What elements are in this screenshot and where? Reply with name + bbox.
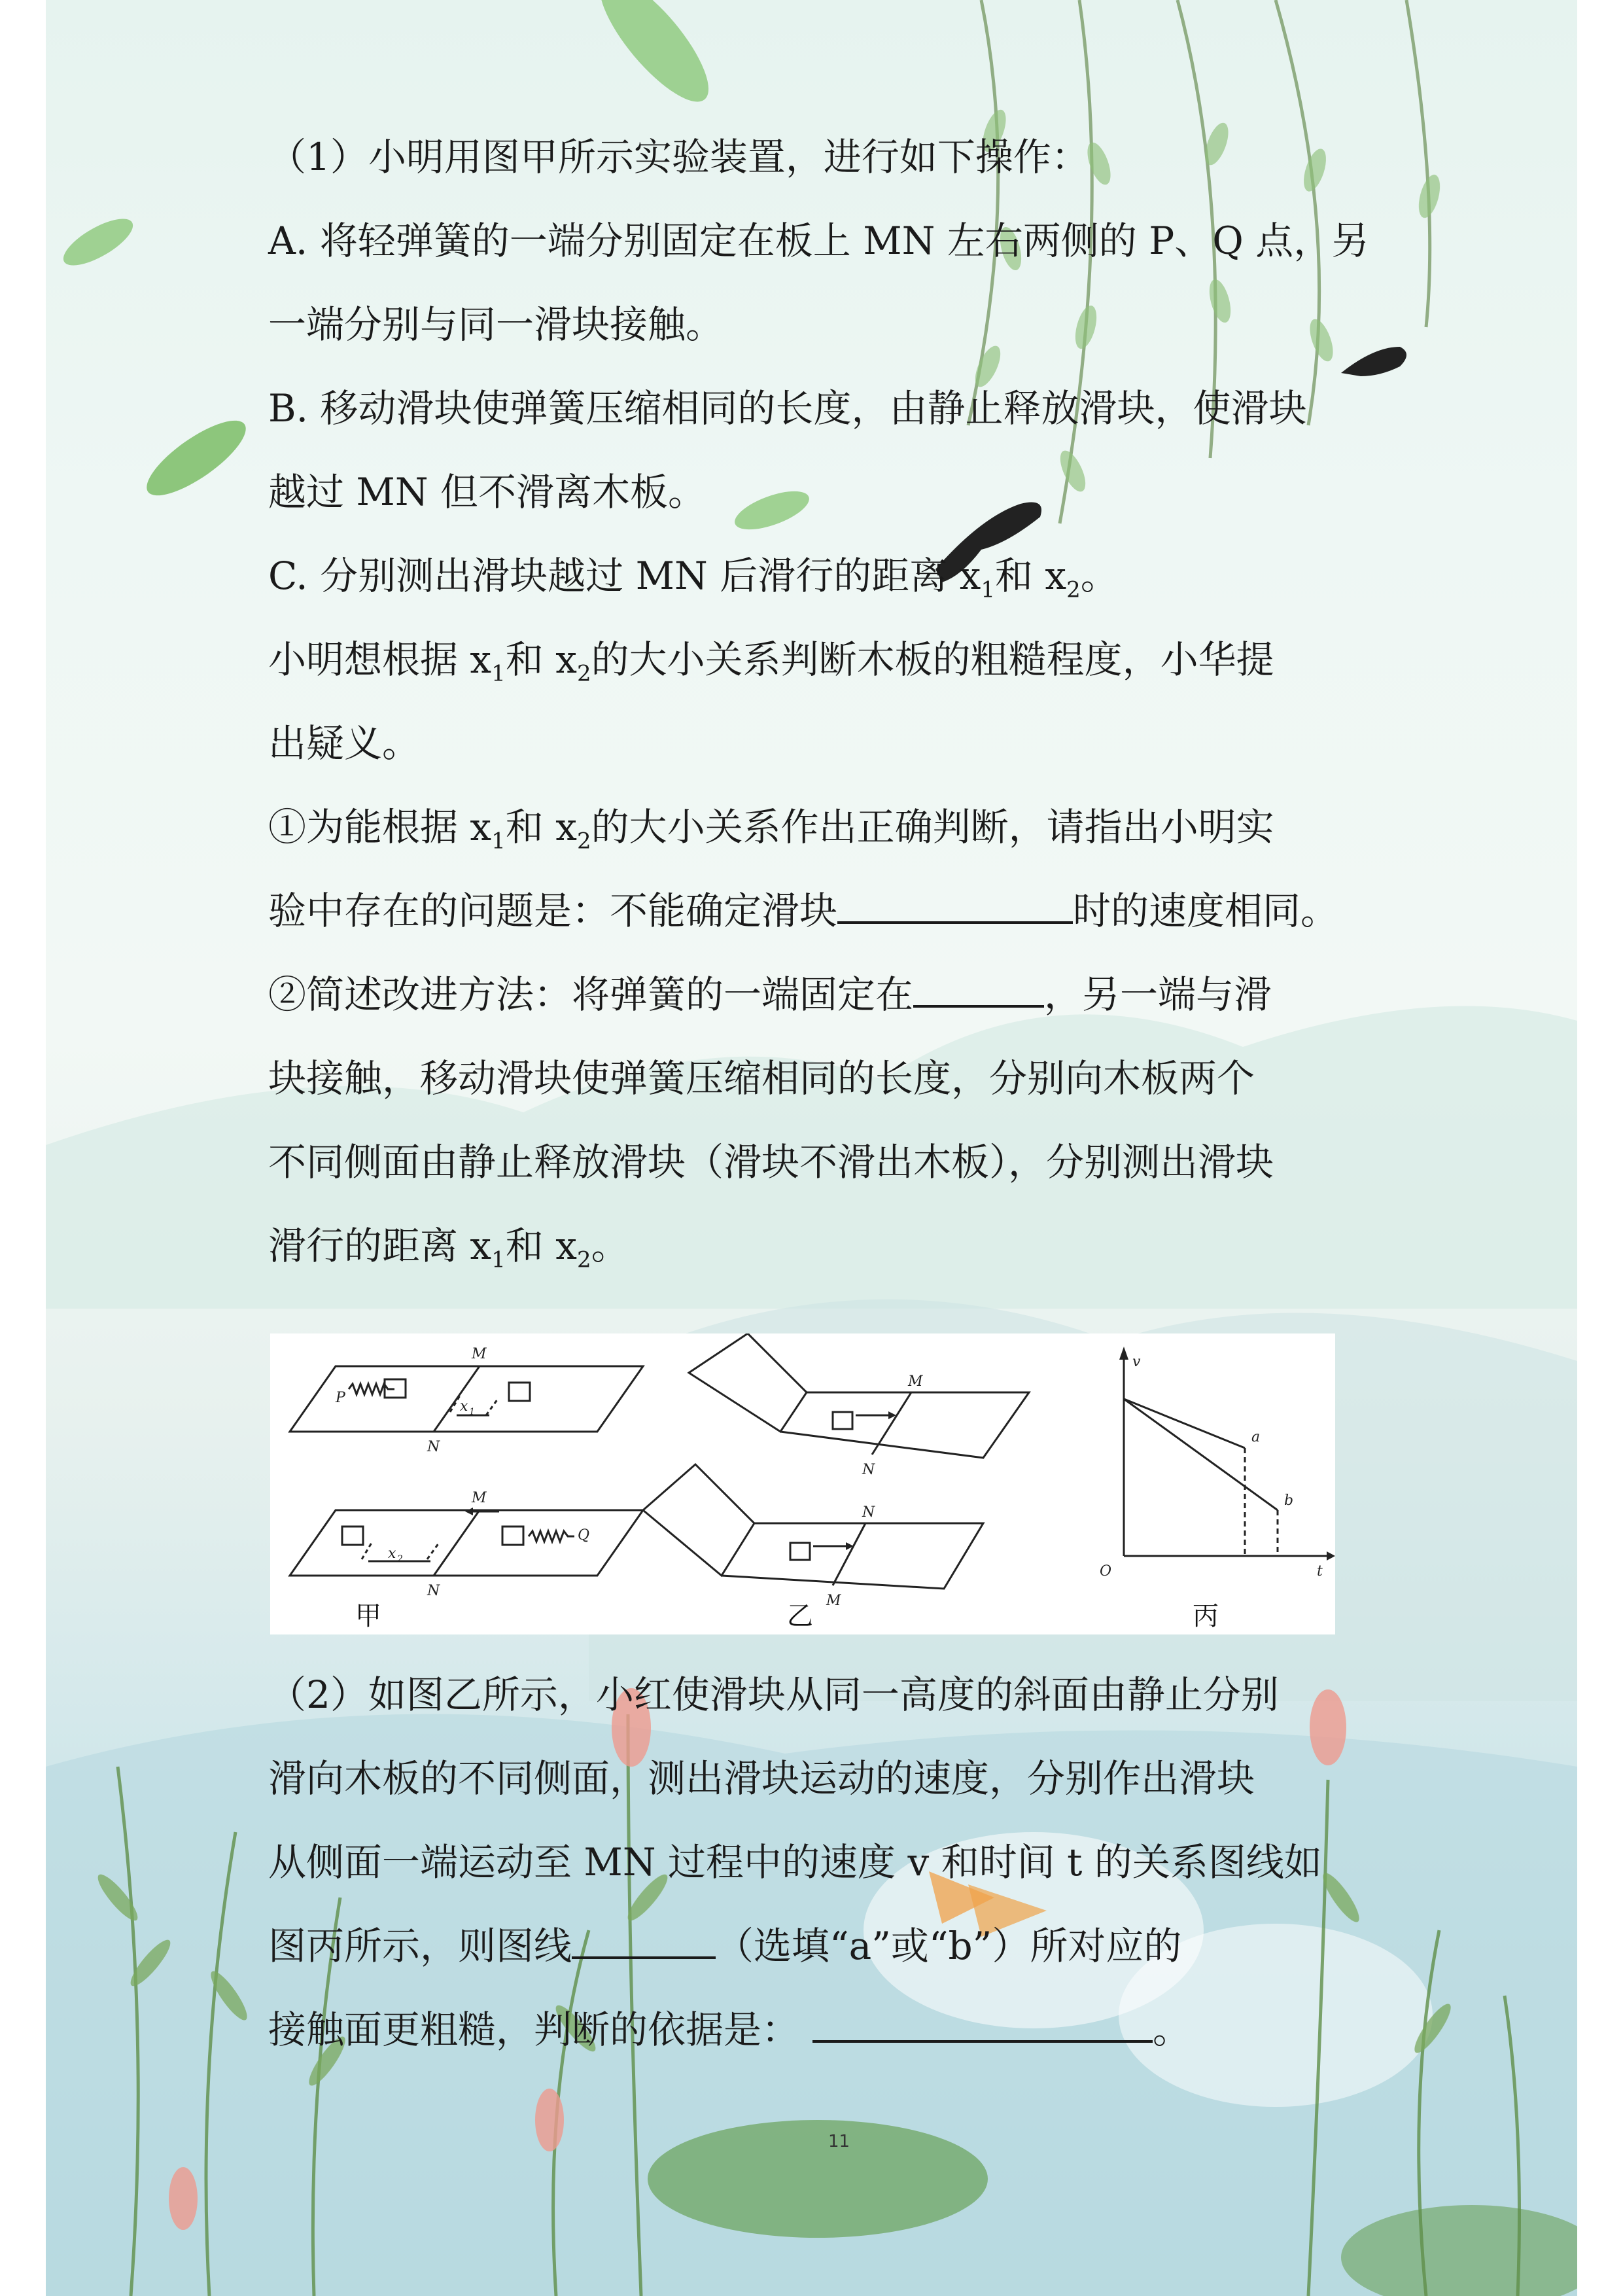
page-frame-left bbox=[0, 0, 46, 2296]
experiment-figure bbox=[270, 1333, 1335, 1634]
page-number: 11 bbox=[828, 2132, 850, 2151]
text-line: 块接触，移动滑块使弹簧压缩相同的长度，分别向木板两个 bbox=[268, 1056, 1255, 1101]
board-yi-bottom bbox=[722, 1523, 983, 1589]
text-line: 出疑义。 bbox=[268, 721, 421, 766]
graph-label-b: b bbox=[1284, 1492, 1294, 1509]
incline-yi-bottom bbox=[643, 1464, 754, 1576]
answer-blank[interactable] bbox=[837, 885, 1073, 924]
line-mn bbox=[434, 1366, 480, 1432]
dashed-marker bbox=[450, 1396, 460, 1412]
text-line: A. 将轻弹簧的一端分别固定在板上 MN 左右两侧的 P、Q 点，另 bbox=[268, 219, 1370, 263]
text-line: ①为能根据 $x_1$和 $x_2$的大小关系作出正确判断，请指出小明实 bbox=[268, 805, 1274, 855]
graph-label-o: O bbox=[1100, 1563, 1112, 1580]
line-mn bbox=[833, 1523, 865, 1585]
label-x1: x bbox=[460, 1398, 468, 1415]
label-m: M bbox=[472, 1490, 487, 1506]
label-n: N bbox=[427, 1583, 440, 1599]
slider-block bbox=[502, 1527, 523, 1545]
leaf-shape bbox=[730, 484, 814, 537]
page-frame-right bbox=[1577, 0, 1623, 2296]
flower-bud bbox=[1310, 1689, 1346, 1765]
text-line: 接触面更粗糙，判断的依据是： 。 bbox=[268, 2004, 1191, 2056]
label-m: M bbox=[908, 1373, 923, 1390]
label-m: M bbox=[472, 1346, 487, 1362]
graph-line-a bbox=[1124, 1399, 1245, 1448]
label-n: N bbox=[862, 1504, 875, 1521]
text-line: 滑向木板的不同侧面，测出滑块运动的速度，分别作出滑块 bbox=[268, 1756, 1255, 1801]
label-m: M bbox=[826, 1593, 841, 1609]
text-line: 越过 MN 但不滑离木板。 bbox=[268, 470, 707, 514]
leaf-shape bbox=[57, 210, 139, 274]
label-x1-sub: 1 bbox=[469, 1407, 475, 1417]
text-line: 从侧面一端运动至 MN 过程中的速度 v 和时间 t 的关系图线如 bbox=[268, 1840, 1322, 1884]
swallow-bird bbox=[1341, 347, 1406, 376]
text-line: 不同侧面由静止释放滑块（滑块不滑出木板），分别测出滑块 bbox=[268, 1140, 1274, 1184]
answer-blank[interactable] bbox=[913, 968, 1044, 1008]
axis-arrowhead bbox=[1119, 1347, 1128, 1360]
text-line: （2）如图乙所示，小红使滑块从同一高度的斜面由静止分别 bbox=[268, 1672, 1279, 1717]
leaf-shape bbox=[584, 0, 725, 116]
flower-bud bbox=[535, 2089, 564, 2151]
dashed-marker bbox=[486, 1399, 498, 1415]
graph-label-t: t bbox=[1317, 1563, 1323, 1580]
text-line: （1）小明用图甲所示实验装置，进行如下操作： bbox=[268, 135, 1089, 179]
slider-block bbox=[790, 1543, 810, 1560]
graph-label-v: v bbox=[1132, 1354, 1141, 1370]
figure-label-jia: 甲 bbox=[355, 1601, 381, 1631]
label-q: Q bbox=[578, 1527, 590, 1544]
answer-blank[interactable] bbox=[812, 2004, 1153, 2043]
slider-block bbox=[509, 1383, 530, 1401]
dashed-marker bbox=[427, 1543, 439, 1559]
label-n: N bbox=[427, 1439, 440, 1455]
spring bbox=[349, 1384, 394, 1394]
line-mn bbox=[434, 1510, 480, 1576]
slider-block bbox=[833, 1412, 852, 1429]
label-x2: x bbox=[388, 1545, 396, 1562]
graph-label-a: a bbox=[1251, 1429, 1261, 1445]
axis-arrowhead bbox=[1327, 1551, 1335, 1561]
text-line: 验中存在的问题是：不能确定滑块 时的速度相同。 bbox=[268, 885, 1338, 937]
figure-label-bing: 丙 bbox=[1193, 1601, 1219, 1631]
text-line: 一端分别与同一滑块接触。 bbox=[268, 302, 724, 347]
label-p: P bbox=[336, 1390, 345, 1406]
arrowhead bbox=[465, 1508, 473, 1515]
label-x2-sub: 2 bbox=[397, 1554, 403, 1564]
text-line: B. 移动滑块使弹簧压缩相同的长度，由静止释放滑块，使滑块 bbox=[268, 386, 1307, 431]
graph-line-b bbox=[1124, 1399, 1278, 1510]
text-line: ②简述改进方法：将弹簧的一端固定在 ，另一端与滑 bbox=[268, 968, 1272, 1021]
text-line: 滑行的距离 $x_1$和 $x_2$。 bbox=[268, 1224, 629, 1273]
flower-bud bbox=[169, 2167, 198, 2230]
figure-label-yi: 乙 bbox=[787, 1601, 813, 1631]
text-line: 小明想根据 $x_1$和 $x_2$的大小关系判断木板的粗糙程度，小华提 bbox=[268, 637, 1274, 687]
incline-yi-top bbox=[689, 1333, 807, 1432]
spring bbox=[529, 1531, 574, 1542]
answer-blank[interactable] bbox=[572, 1920, 716, 1959]
label-n: N bbox=[862, 1462, 875, 1478]
figure-drawing bbox=[270, 1333, 1335, 1634]
text-line: C. 分别测出滑块越过 MN 后滑行的距离 $x_1$和 $x_2$。 bbox=[268, 554, 1119, 603]
slider-block bbox=[342, 1527, 363, 1545]
text-line: 图丙所示，则图线 （选填“a”或“b”）所对应的 bbox=[268, 1920, 1181, 1972]
lotus-leaf bbox=[648, 2120, 988, 2238]
leaf-shape bbox=[137, 408, 256, 508]
